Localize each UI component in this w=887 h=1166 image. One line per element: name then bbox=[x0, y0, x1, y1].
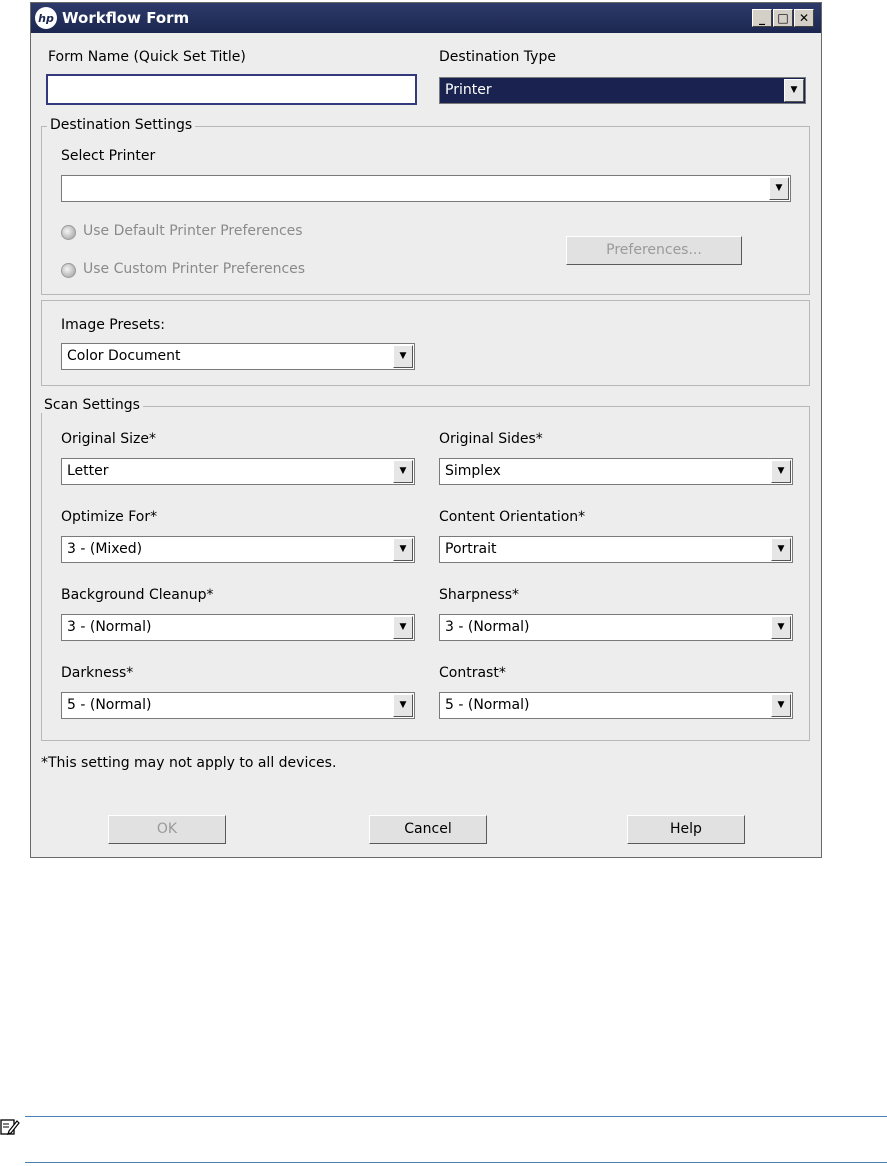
chevron-down-icon[interactable]: ▼ bbox=[784, 79, 804, 102]
darkness-select[interactable]: 5 - (Normal) ▼ bbox=[61, 692, 415, 719]
scan-settings-legend: Scan Settings bbox=[41, 397, 143, 413]
custom-preferences-label: Use Custom Printer Preferences bbox=[83, 261, 306, 277]
contrast-label: Contrast* bbox=[439, 665, 506, 681]
select-printer-select[interactable] bbox=[61, 175, 791, 202]
chevron-down-icon[interactable]: ▼ bbox=[393, 345, 413, 368]
workflow-form-window bbox=[30, 2, 822, 858]
select-printer-label: Select Printer bbox=[61, 148, 156, 164]
chevron-down-icon[interactable]: ▼ bbox=[771, 694, 791, 717]
maximize-icon: □ bbox=[777, 11, 789, 25]
destination-settings-legend: Destination Settings bbox=[47, 117, 195, 133]
default-preferences-label: Use Default Printer Preferences bbox=[83, 223, 303, 239]
destination-type-value: Printer bbox=[445, 82, 492, 98]
cancel-button[interactable]: Cancel bbox=[369, 815, 487, 844]
minimize-button[interactable] bbox=[752, 9, 772, 27]
form-name-input[interactable] bbox=[46, 74, 417, 105]
optimize-for-label: Optimize For* bbox=[61, 509, 158, 525]
close-button[interactable] bbox=[794, 9, 814, 27]
original-size-select[interactable]: Letter ▼ bbox=[61, 458, 415, 485]
chevron-down-icon[interactable]: ▼ bbox=[769, 177, 789, 200]
chevron-down-icon[interactable]: ▼ bbox=[771, 538, 791, 561]
destination-type-label: Destination Type bbox=[439, 49, 556, 65]
contrast-select[interactable]: 5 - (Normal) ▼ bbox=[439, 692, 793, 719]
content-orientation-label: Content Orientation* bbox=[439, 509, 586, 525]
chevron-down-icon[interactable]: ▼ bbox=[393, 460, 413, 483]
chevron-down-icon[interactable]: ▼ bbox=[393, 538, 413, 561]
window-title: Workflow Form bbox=[62, 9, 190, 27]
ok-button[interactable]: OK bbox=[108, 815, 226, 844]
note-top-rule bbox=[25, 1116, 887, 1117]
original-sides-label: Original Sides* bbox=[439, 431, 543, 447]
chevron-down-icon[interactable]: ▼ bbox=[771, 616, 791, 639]
background-cleanup-label: Background Cleanup* bbox=[61, 587, 214, 603]
image-presets-value: Color Document bbox=[67, 348, 181, 364]
chevron-down-icon[interactable]: ▼ bbox=[771, 460, 791, 483]
scan-settings-group bbox=[41, 406, 810, 741]
optimize-for-select[interactable]: 3 - (Mixed) ▼ bbox=[61, 536, 415, 563]
title-bar[interactable] bbox=[31, 3, 821, 33]
note-bottom-rule bbox=[25, 1162, 887, 1163]
help-button[interactable]: Help bbox=[627, 815, 745, 844]
hp-logo: hp bbox=[35, 7, 57, 29]
original-size-label: Original Size* bbox=[61, 431, 156, 447]
darkness-label: Darkness* bbox=[61, 665, 134, 681]
image-presets-label: Image Presets: bbox=[61, 317, 165, 333]
chevron-down-icon[interactable]: ▼ bbox=[393, 616, 413, 639]
destination-type-select[interactable] bbox=[439, 77, 806, 104]
sharpness-label: Sharpness* bbox=[439, 587, 520, 603]
background-cleanup-select[interactable]: 3 - (Normal) ▼ bbox=[61, 614, 415, 641]
footnote-text: *This setting may not apply to all devices. bbox=[41, 755, 337, 771]
chevron-down-icon[interactable]: ▼ bbox=[393, 694, 413, 717]
form-name-label: Form Name (Quick Set Title) bbox=[48, 49, 246, 65]
default-preferences-radio[interactable] bbox=[61, 225, 76, 240]
preferences-button[interactable]: Preferences... bbox=[566, 236, 742, 265]
image-presets-select[interactable] bbox=[61, 343, 415, 370]
original-sides-select[interactable]: Simplex ▼ bbox=[439, 458, 793, 485]
custom-preferences-radio[interactable] bbox=[61, 263, 76, 278]
minimize-icon: _ bbox=[759, 11, 765, 25]
note-icon bbox=[0, 1118, 20, 1136]
sharpness-select[interactable]: 3 - (Normal) ▼ bbox=[439, 614, 793, 641]
content-orientation-select[interactable]: Portrait ▼ bbox=[439, 536, 793, 563]
maximize-button[interactable] bbox=[773, 9, 793, 27]
close-icon: ✕ bbox=[798, 11, 810, 25]
